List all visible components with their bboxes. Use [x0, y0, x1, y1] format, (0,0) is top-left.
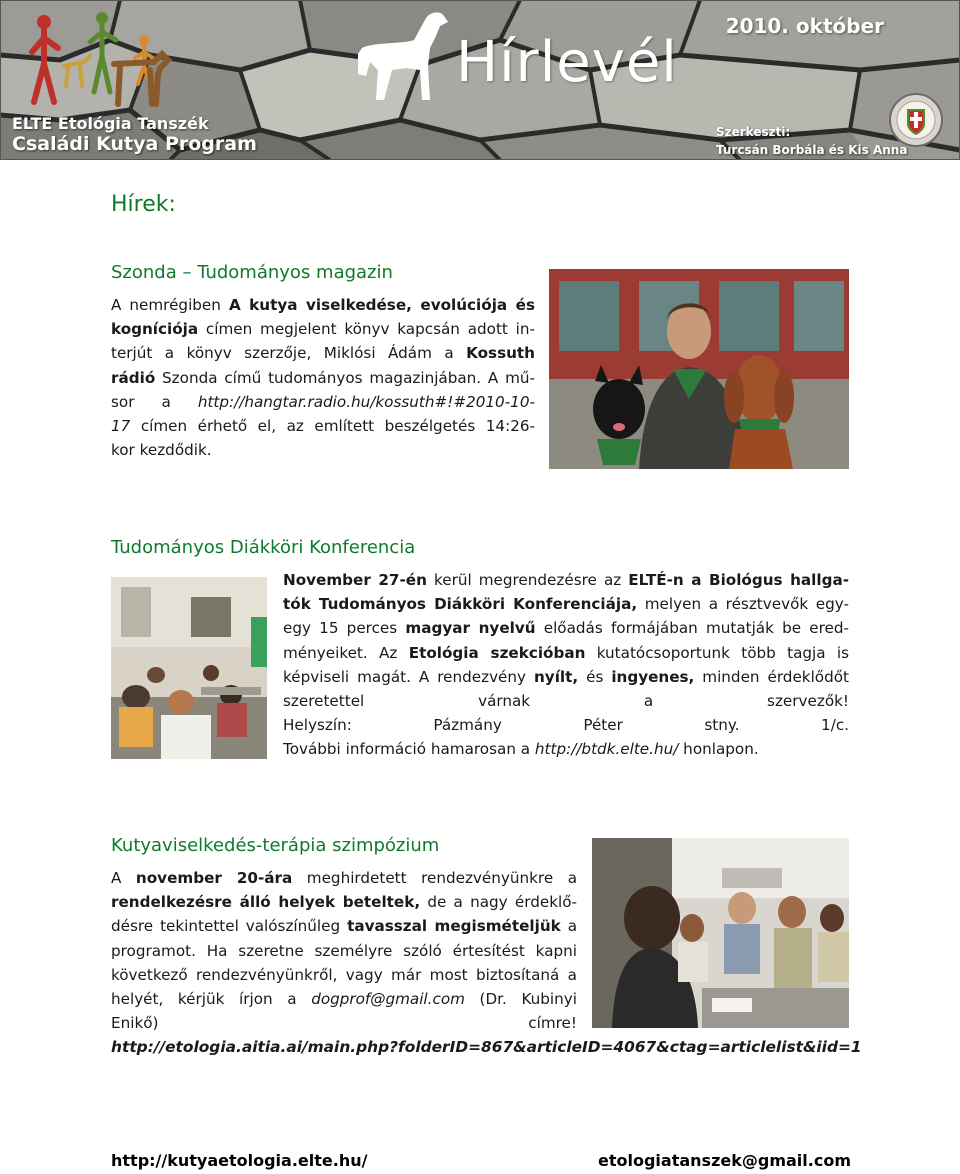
- newsletter-title: Hírlevél: [456, 30, 678, 95]
- text-segment: egy 15 perces: [283, 619, 406, 638]
- text-segment: és: [578, 667, 612, 686]
- text-line: [283, 568, 849, 592]
- inline-link[interactable]: http://btdk.elte.hu/: [534, 740, 679, 759]
- text-line: [283, 641, 849, 665]
- text-line: [111, 890, 577, 914]
- text-segment: kutatócsoportunk több tagja is: [585, 643, 849, 662]
- text-line: [111, 438, 535, 462]
- text-segment: désre tekintettel valószínűleg: [111, 917, 348, 936]
- text-segment: Etológia szekcióban: [408, 643, 586, 662]
- text-segment: terjút a könyv szerzője, Miklósi Ádám a: [111, 344, 467, 363]
- text-line: [111, 341, 535, 365]
- text-segment: honlapon.: [678, 740, 759, 759]
- text-segment: kor kezdődik.: [111, 441, 212, 460]
- text-segment: programot. Ha szeretne személyre szóló értesítést kapni: [111, 941, 577, 960]
- section-heading-symposium: Kutyaviselkedés-terápia szimpózium: [111, 835, 440, 856]
- text-segment: tók Tudományos Diákköri Konferenciája,: [283, 595, 638, 614]
- text-segment: minden érdeklődőt: [694, 667, 849, 686]
- text-line: [111, 914, 577, 938]
- university-crest-icon: [888, 92, 944, 148]
- text-segment: rendelkezésre álló helyek beteltek,: [111, 893, 421, 912]
- text-segment: (Dr. Kubinyi: [464, 990, 577, 1009]
- inline-link[interactable]: dogprof@gmail.com: [311, 990, 465, 1009]
- text-segment: helyét, kérjük írjon a: [111, 990, 312, 1009]
- text-segment: a: [560, 917, 577, 936]
- text-line: [111, 1035, 862, 1059]
- text-segment: Szonda című tudományos magazinjában. A mű-: [155, 368, 535, 387]
- text-segment: rádió: [111, 368, 156, 387]
- text-segment: Kossuth: [466, 344, 535, 363]
- section-text-tdk: [283, 568, 849, 762]
- text-segment: További információ hamarosan a: [283, 740, 535, 759]
- text-segment: magyar nyelvű: [405, 619, 536, 638]
- newsletter-banner: [0, 0, 960, 160]
- issue-date: 2010. október: [725, 14, 884, 38]
- inline-link[interactable]: http://hangtar.radio.hu/kossuth#!#2010-10-: [197, 392, 535, 411]
- section-text-szonda: [111, 293, 535, 462]
- footer-email-link[interactable]: etologiatanszek@gmail.com: [598, 1151, 851, 1170]
- text-segment: címen megjelent könyv kapcsán adott in-: [198, 320, 535, 339]
- text-line: [111, 317, 535, 341]
- photo-symposium-audience: [592, 838, 849, 1028]
- text-segment: Helyszín: Pázmány Péter stny. 1/c.: [283, 716, 849, 735]
- text-segment: ményeiket. Az: [283, 643, 409, 662]
- text-line: [111, 939, 577, 963]
- text-segment: nyílt,: [533, 667, 579, 686]
- text-segment: A nemrégiben: [111, 296, 229, 314]
- photo-lecture-audience: [111, 577, 267, 759]
- text-line: [283, 616, 849, 640]
- text-line: [111, 1011, 577, 1035]
- text-line: [283, 689, 849, 713]
- text-segment: melyen a résztvevők egy-: [637, 595, 849, 614]
- text-segment: képviseli magát. A rendezvény: [283, 667, 534, 686]
- text-segment: November 27-én: [283, 571, 427, 589]
- text-segment: Enikő) címre!: [111, 1014, 577, 1033]
- text-segment: szeretettel várnak a szervezők!: [283, 692, 849, 711]
- section-heading-tdk: Tudományos Diákköri Konferencia: [111, 537, 416, 558]
- text-segment: címen érhető el, az említett beszélgetés 14:26-: [130, 417, 535, 436]
- text-segment: ELTÉ-n a Biológus hallga-: [628, 571, 849, 589]
- text-line: [283, 665, 849, 689]
- text-line: [283, 592, 849, 616]
- text-line: [111, 963, 577, 987]
- text-line: [283, 737, 849, 761]
- white-dog-silhouette-icon: [344, 4, 454, 114]
- text-segment: kogníciója: [111, 320, 199, 339]
- text-segment: de a nagy érdeklő-: [420, 893, 577, 912]
- text-segment: meghirdetett rendezvényünkre a: [292, 869, 578, 887]
- editor-names: Turcsán Borbála és Kis Anna: [716, 143, 908, 157]
- text-line: [111, 366, 535, 390]
- news-heading: Hírek:: [111, 192, 176, 217]
- footer-website-link[interactable]: http://kutyaetologia.elte.hu/: [111, 1151, 368, 1170]
- text-line: [111, 987, 577, 1011]
- text-segment: sor a: [111, 392, 198, 411]
- family-dog-logo-icon: [14, 4, 174, 114]
- text-line: [111, 390, 535, 414]
- text-segment: következő rendezvényünkről, vagy már most biztosítaná a: [111, 965, 577, 984]
- text-line: [111, 293, 535, 317]
- text-line: [111, 414, 535, 438]
- program-name: Családi Kutya Program: [12, 133, 257, 155]
- photo-man-with-dogs: [549, 269, 849, 469]
- department-name: ELTE Etológia Tanszék: [12, 114, 209, 133]
- text-line: [111, 866, 577, 890]
- text-segment: kerül megrendezésre az: [426, 571, 629, 589]
- text-segment: előadás formájában mutatják be ered-: [535, 619, 849, 638]
- section-text-symposium: [111, 866, 862, 1060]
- editor-label: Szerkeszti:: [716, 125, 791, 139]
- section-heading-szonda: Szonda – Tudományos magazin: [111, 262, 393, 283]
- inline-link[interactable]: 17: [111, 417, 131, 436]
- text-segment: tavasszal megismételjük: [347, 917, 561, 936]
- text-segment: ingyenes,: [611, 667, 695, 686]
- inline-link[interactable]: http://etologia.aitia.ai/main.php?folderID=867&articleID=4067&ctag=articlelist&iid=1: [111, 1038, 862, 1057]
- text-segment: A: [111, 869, 136, 887]
- text-segment: A kutya viselkedése, evolúciója és: [228, 296, 535, 314]
- text-line: [283, 713, 849, 737]
- text-segment: november 20-ára: [135, 869, 293, 887]
